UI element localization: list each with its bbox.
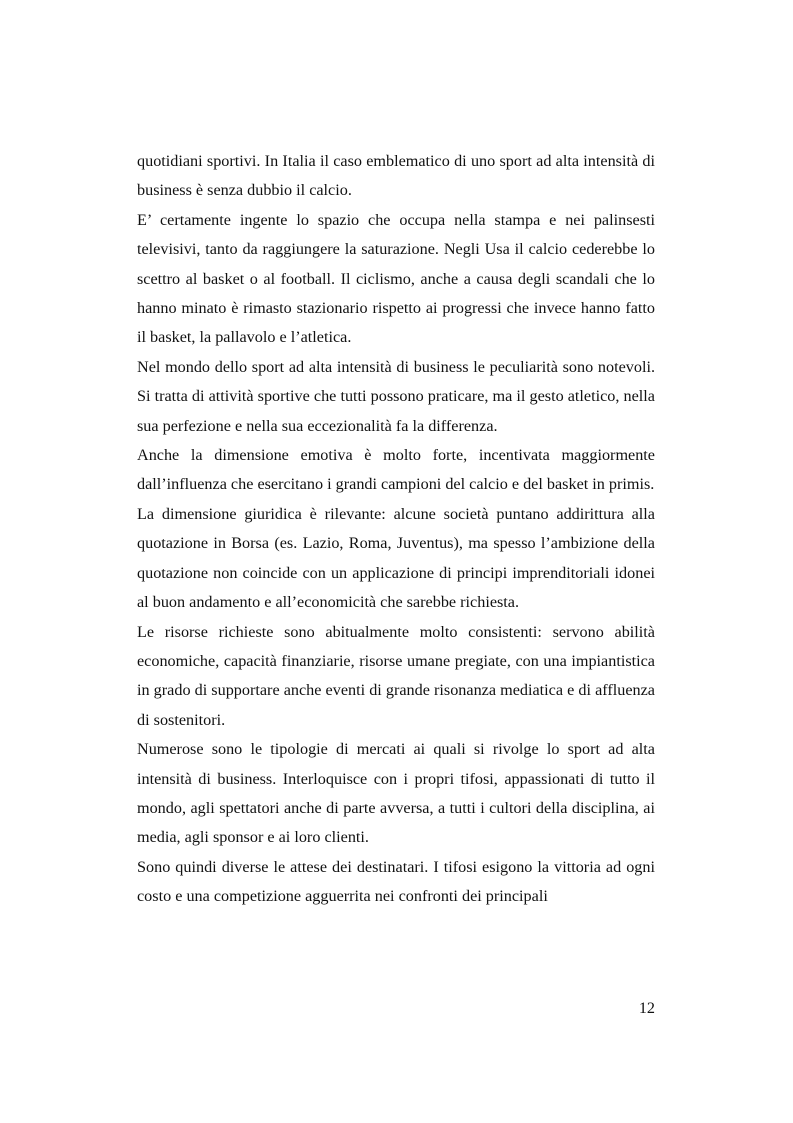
- body-text: [137, 147, 655, 912]
- paragraph-2: E’ certamente ingente lo spazio che occupa nella stampa e nei palinsesti televisivi, tanto da raggiungere la saturazione. Negli Usa il calcio cederebbe lo scettro al basket o al football. Il ciclismo, anche a causa degli scandali che lo hanno minato è rimasto stazionario rispetto ai progressi che invece hanno fatto il basket, la pallavolo e l’atletica.: [137, 210, 655, 347]
- paragraph-5: La dimensione giuridica è rilevante: alcune società puntano addirittura alla quotazione in Borsa (es. Lazio, Roma, Juventus), ma spesso l’ambizione della quotazione non coincide con un applicazione di principi imprenditoriali idonei al buon andamento e all’economicità che sarebbe richiesta.: [137, 504, 655, 612]
- paragraph-3: Nel mondo dello sport ad alta intensità di business le peculiarità sono notevoli. Si tratta di attività sportive che tutti possono praticare, ma il gesto atletico, nella sua perfezione e nella sua eccezionalità fa la differenza.: [137, 357, 655, 435]
- paragraph-7: Numerose sono le tipologie di mercati ai quali si rivolge lo sport ad alta intensità di business. Interloquisce con i propri tifosi, appassionati di tutto il mondo, agli spettatori anche di parte avversa, a tutti i cultori della disciplina, ai media, agli sponsor e ai loro clienti.: [137, 740, 655, 847]
- paragraph-4: Anche la dimensione emotiva è molto forte, incentivata maggiormente dall’influenza che esercitano i grandi campioni del calcio e del basket in primis.: [137, 446, 655, 494]
- paragraph-6: Le risorse richieste sono abitualmente molto consistenti: servono abilità economiche, capacità finanziarie, risorse umane pregiate, con una impiantistica in grado di supportare anche eventi di grande risonanza mediatica e di affluenza di sostenitori.: [137, 622, 655, 729]
- page-number: 12: [638, 999, 655, 1017]
- paragraph-8: Sono quindi diverse le attese dei destinatari. I tifosi esigono la vittoria ad ogni costo e una competizione agguerrita nei confronti dei principali: [137, 857, 655, 906]
- paragraph-1: quotidiani sportivi. In Italia il caso emblematico di uno sport ad alta intensità di business è senza dubbio il calcio.: [137, 152, 655, 200]
